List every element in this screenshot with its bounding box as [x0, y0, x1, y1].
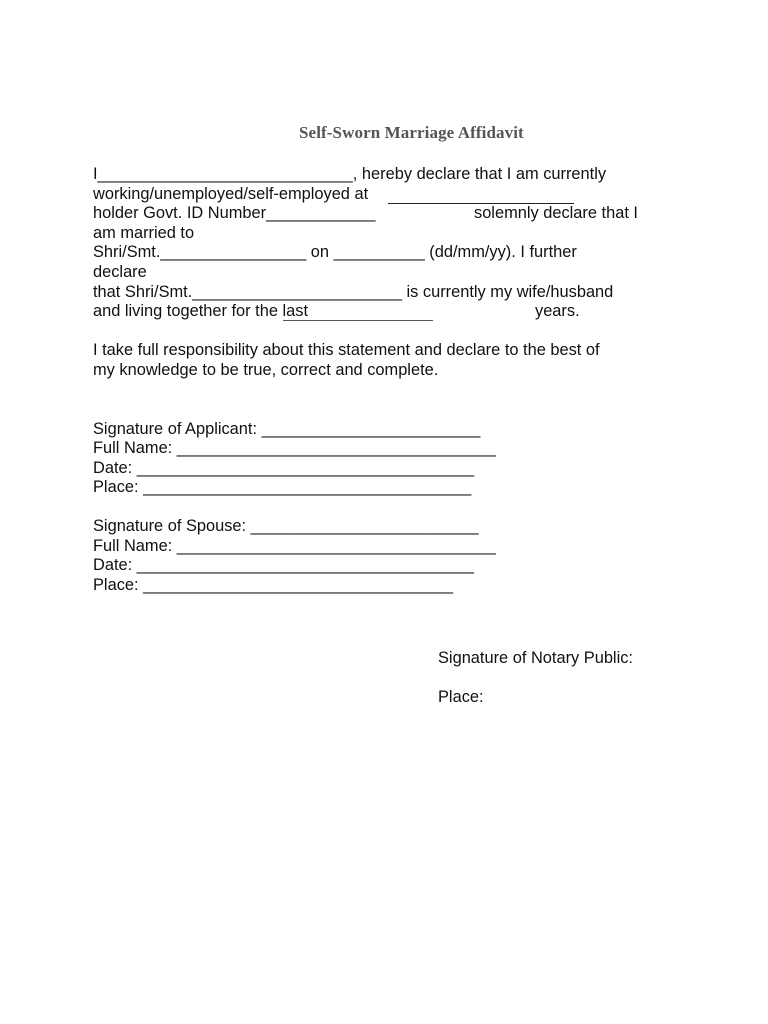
applicant-signature-field: Signature of Applicant: ________________________	[93, 420, 481, 438]
declaration-line-3b: solemnly declare that I	[474, 204, 638, 222]
declaration-line-8b: years.	[535, 302, 580, 320]
spouse-signature-field: Signature of Spouse: _________________________	[93, 517, 479, 535]
declaration-line-4: am married to	[93, 224, 195, 242]
years-blank-line	[283, 320, 433, 321]
declaration-line-6: declare	[93, 263, 147, 281]
declaration-line-5: Shri/Smt.________________ on __________ (dd/mm/yy). I further	[93, 243, 577, 261]
responsibility-line-2: my knowledge to be true, correct and complete.	[93, 361, 439, 379]
declaration-line-2: working/unemployed/self-employed at	[93, 185, 369, 203]
responsibility-line-1: I take full responsibility about this statement and declare to the best of	[93, 341, 600, 359]
applicant-date-field: Date: _____________________________________	[93, 459, 475, 477]
declaration-line-3a: holder Govt. ID Number____________	[93, 204, 376, 222]
notary-signature-label: Signature of Notary Public:	[438, 649, 633, 667]
notary-place-label: Place:	[438, 688, 484, 706]
spouse-full-name-field: Full Name: ___________________________________	[93, 537, 496, 555]
spouse-date-field: Date: _____________________________________	[93, 556, 475, 574]
declaration-line-8a: and living together for the last	[93, 302, 309, 320]
declaration-line-7: that Shri/Smt._______________________ is currently my wife/husband	[93, 283, 614, 301]
spouse-place-field: Place: __________________________________	[93, 576, 454, 594]
applicant-full-name-field: Full Name: ___________________________________	[93, 439, 496, 457]
document-title: Self-Sworn Marriage Affidavit	[299, 123, 524, 142]
applicant-place-field: Place: ____________________________________	[93, 478, 472, 496]
declaration-line-1: I____________________________, hereby declare that I am currently	[93, 165, 607, 183]
